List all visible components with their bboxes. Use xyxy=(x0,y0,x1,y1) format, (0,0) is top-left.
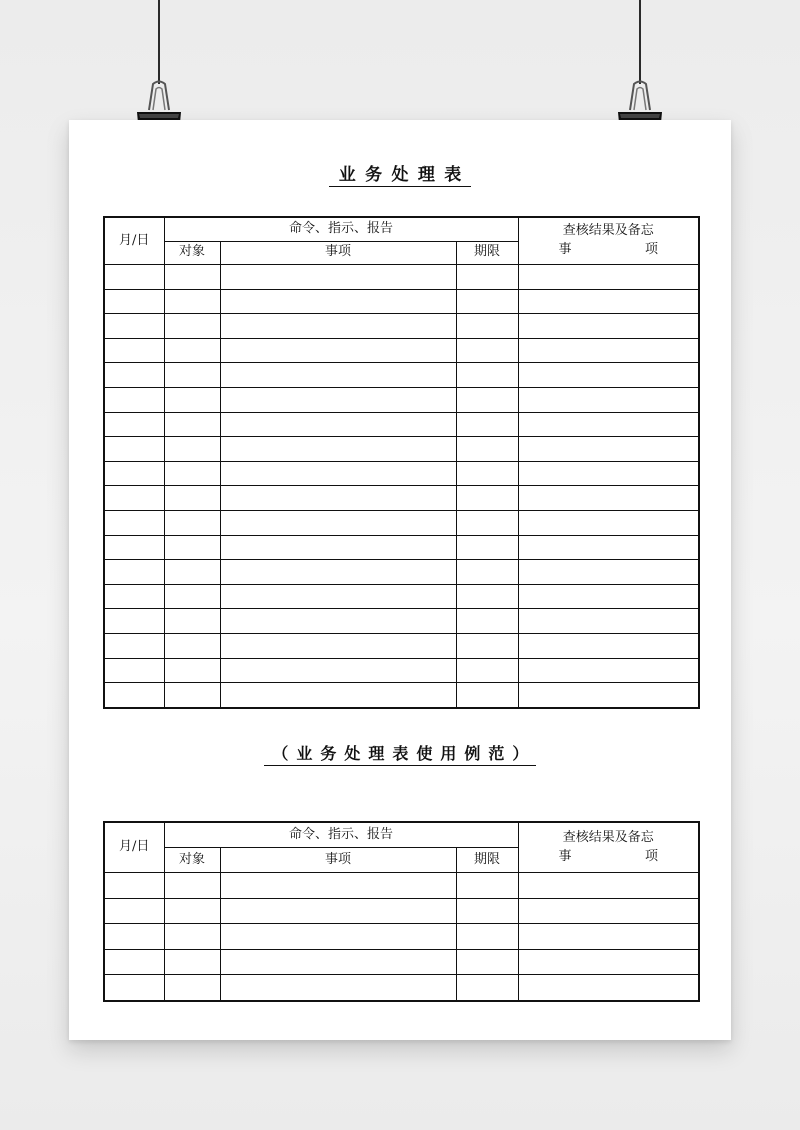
deadline-cell[interactable] xyxy=(456,486,518,511)
deadline-header: 期限 xyxy=(456,241,518,265)
matter-header: 事项 xyxy=(220,848,456,873)
date-header: 月/日 xyxy=(104,217,164,265)
deadline-cell[interactable] xyxy=(456,265,518,290)
memo-cell[interactable] xyxy=(518,873,699,899)
target-cell[interactable] xyxy=(164,412,220,437)
target-cell[interactable] xyxy=(164,584,220,609)
memo-header-title: 查核结果及备忘 xyxy=(562,829,654,845)
command-group-header: 命令、指示、报告 xyxy=(164,822,518,848)
memo-cell[interactable] xyxy=(518,658,699,683)
deadline-cell[interactable] xyxy=(456,584,518,609)
target-header: 对象 xyxy=(164,241,220,265)
table-row xyxy=(104,609,699,634)
table-row xyxy=(104,363,699,388)
table-row xyxy=(104,510,699,535)
memo-cell[interactable] xyxy=(518,363,699,388)
example-form-table xyxy=(103,821,700,1002)
matter-cell[interactable] xyxy=(220,387,456,412)
target-cell[interactable] xyxy=(164,658,220,683)
memo-cell[interactable] xyxy=(518,535,699,560)
date-cell[interactable] xyxy=(104,289,164,314)
date-cell[interactable] xyxy=(104,924,164,950)
memo-cell[interactable] xyxy=(518,560,699,585)
date-cell[interactable] xyxy=(104,609,164,634)
date-header: 月/日 xyxy=(104,822,164,873)
memo-cell[interactable] xyxy=(518,898,699,924)
date-cell[interactable] xyxy=(104,683,164,708)
memo-cell[interactable] xyxy=(518,437,699,462)
target-cell[interactable] xyxy=(164,535,220,560)
table-row xyxy=(104,486,699,511)
target-cell[interactable] xyxy=(164,609,220,634)
memo-sub-left: 事 xyxy=(558,848,572,864)
matter-cell[interactable] xyxy=(220,924,456,950)
target-cell[interactable] xyxy=(164,898,220,924)
matter-cell[interactable] xyxy=(220,486,456,511)
form-title-text: 业务处理表 xyxy=(329,160,470,187)
target-cell[interactable] xyxy=(164,560,220,585)
matter-cell[interactable] xyxy=(220,535,456,560)
deadline-cell[interactable] xyxy=(456,412,518,437)
table-row xyxy=(104,584,699,609)
date-cell[interactable] xyxy=(104,633,164,658)
date-cell[interactable] xyxy=(104,535,164,560)
memo-cell[interactable] xyxy=(518,265,699,290)
matter-cell[interactable] xyxy=(220,633,456,658)
example-form-body xyxy=(104,873,699,1001)
date-cell[interactable] xyxy=(104,873,164,899)
table-row xyxy=(104,265,699,290)
paper-sheet xyxy=(69,120,731,1040)
matter-cell[interactable] xyxy=(220,584,456,609)
deadline-cell[interactable] xyxy=(456,975,518,1001)
matter-cell[interactable] xyxy=(220,461,456,486)
memo-sub-right: 项 xyxy=(645,848,659,864)
memo-cell[interactable] xyxy=(518,387,699,412)
deadline-cell[interactable] xyxy=(456,873,518,899)
table-row xyxy=(104,924,699,950)
memo-cell[interactable] xyxy=(518,510,699,535)
table-row xyxy=(104,461,699,486)
date-cell[interactable] xyxy=(104,387,164,412)
deadline-header: 期限 xyxy=(456,848,518,873)
command-group-header: 命令、指示、报告 xyxy=(164,217,518,241)
memo-cell[interactable] xyxy=(518,609,699,634)
deadline-cell[interactable] xyxy=(456,924,518,950)
target-cell[interactable] xyxy=(164,949,220,975)
matter-cell[interactable] xyxy=(220,560,456,585)
table-row xyxy=(104,338,699,363)
target-cell[interactable] xyxy=(164,510,220,535)
memo-cell[interactable] xyxy=(518,338,699,363)
memo-header xyxy=(518,217,699,265)
matter-cell[interactable] xyxy=(220,609,456,634)
date-cell[interactable] xyxy=(104,338,164,363)
business-form-table xyxy=(103,216,700,709)
memo-cell[interactable] xyxy=(518,683,699,708)
target-cell[interactable] xyxy=(164,873,220,899)
table-row xyxy=(104,873,699,899)
date-cell[interactable] xyxy=(104,975,164,1001)
target-cell[interactable] xyxy=(164,437,220,462)
table-row xyxy=(104,437,699,462)
deadline-cell[interactable] xyxy=(456,437,518,462)
deadline-cell[interactable] xyxy=(456,338,518,363)
matter-cell[interactable] xyxy=(220,510,456,535)
target-cell[interactable] xyxy=(164,338,220,363)
memo-cell[interactable] xyxy=(518,314,699,339)
deadline-cell[interactable] xyxy=(456,609,518,634)
target-cell[interactable] xyxy=(164,975,220,1001)
matter-cell[interactable] xyxy=(220,949,456,975)
matter-cell[interactable] xyxy=(220,898,456,924)
target-cell[interactable] xyxy=(164,633,220,658)
date-cell[interactable] xyxy=(104,560,164,585)
date-cell[interactable] xyxy=(104,265,164,290)
memo-sub-left: 事 xyxy=(558,242,572,257)
memo-sub-right: 项 xyxy=(645,242,659,257)
date-cell[interactable] xyxy=(104,949,164,975)
target-cell[interactable] xyxy=(164,363,220,388)
deadline-cell[interactable] xyxy=(456,949,518,975)
deadline-cell[interactable] xyxy=(456,658,518,683)
memo-cell[interactable] xyxy=(518,584,699,609)
deadline-cell[interactable] xyxy=(456,363,518,388)
memo-cell[interactable] xyxy=(518,461,699,486)
matter-cell[interactable] xyxy=(220,289,456,314)
hanging-wire-right xyxy=(639,0,641,84)
table-row xyxy=(104,289,699,314)
deadline-cell[interactable] xyxy=(456,535,518,560)
table-row xyxy=(104,898,699,924)
target-cell[interactable] xyxy=(164,314,220,339)
memo-cell[interactable] xyxy=(518,289,699,314)
deadline-cell[interactable] xyxy=(456,461,518,486)
date-cell[interactable] xyxy=(104,363,164,388)
matter-cell[interactable] xyxy=(220,314,456,339)
date-cell[interactable] xyxy=(104,584,164,609)
matter-cell[interactable] xyxy=(220,412,456,437)
memo-cell[interactable] xyxy=(518,975,699,1001)
matter-cell[interactable] xyxy=(220,363,456,388)
matter-cell[interactable] xyxy=(220,873,456,899)
memo-cell[interactable] xyxy=(518,924,699,950)
matter-cell[interactable] xyxy=(220,265,456,290)
table-row xyxy=(104,535,699,560)
table-row xyxy=(104,975,699,1001)
deadline-cell[interactable] xyxy=(456,510,518,535)
table-row xyxy=(104,658,699,683)
table-row xyxy=(104,314,699,339)
deadline-cell[interactable] xyxy=(456,898,518,924)
example-title xyxy=(69,741,731,766)
deadline-cell[interactable] xyxy=(456,314,518,339)
example-title-text: （业务处理表使用例范） xyxy=(264,741,537,766)
table-row xyxy=(104,412,699,437)
deadline-cell[interactable] xyxy=(456,387,518,412)
matter-cell[interactable] xyxy=(220,658,456,683)
memo-cell[interactable] xyxy=(518,486,699,511)
target-cell[interactable] xyxy=(164,683,220,708)
target-cell[interactable] xyxy=(164,486,220,511)
deadline-cell[interactable] xyxy=(456,633,518,658)
memo-cell[interactable] xyxy=(518,633,699,658)
matter-cell[interactable] xyxy=(220,338,456,363)
hanging-wire-left xyxy=(158,0,160,84)
deadline-cell[interactable] xyxy=(456,289,518,314)
table-row xyxy=(104,560,699,585)
date-cell[interactable] xyxy=(104,412,164,437)
matter-header: 事项 xyxy=(220,241,456,265)
matter-cell[interactable] xyxy=(220,437,456,462)
target-cell[interactable] xyxy=(164,387,220,412)
target-cell[interactable] xyxy=(164,289,220,314)
table-row xyxy=(104,387,699,412)
matter-cell[interactable] xyxy=(220,683,456,708)
form-title xyxy=(69,160,731,187)
date-cell[interactable] xyxy=(104,658,164,683)
table-row xyxy=(104,949,699,975)
deadline-cell[interactable] xyxy=(456,683,518,708)
table-row xyxy=(104,683,699,708)
memo-cell[interactable] xyxy=(518,412,699,437)
matter-cell[interactable] xyxy=(220,975,456,1001)
table-row xyxy=(104,633,699,658)
memo-cell[interactable] xyxy=(518,949,699,975)
date-cell[interactable] xyxy=(104,510,164,535)
date-cell[interactable] xyxy=(104,461,164,486)
deadline-cell[interactable] xyxy=(456,560,518,585)
target-cell[interactable] xyxy=(164,461,220,486)
form-body xyxy=(104,265,699,708)
date-cell[interactable] xyxy=(104,314,164,339)
target-cell[interactable] xyxy=(164,265,220,290)
memo-header-title: 查核结果及备忘 xyxy=(562,223,654,239)
date-cell[interactable] xyxy=(104,486,164,511)
memo-header xyxy=(518,822,699,873)
date-cell[interactable] xyxy=(104,898,164,924)
date-cell[interactable] xyxy=(104,437,164,462)
target-cell[interactable] xyxy=(164,924,220,950)
target-header: 对象 xyxy=(164,848,220,873)
